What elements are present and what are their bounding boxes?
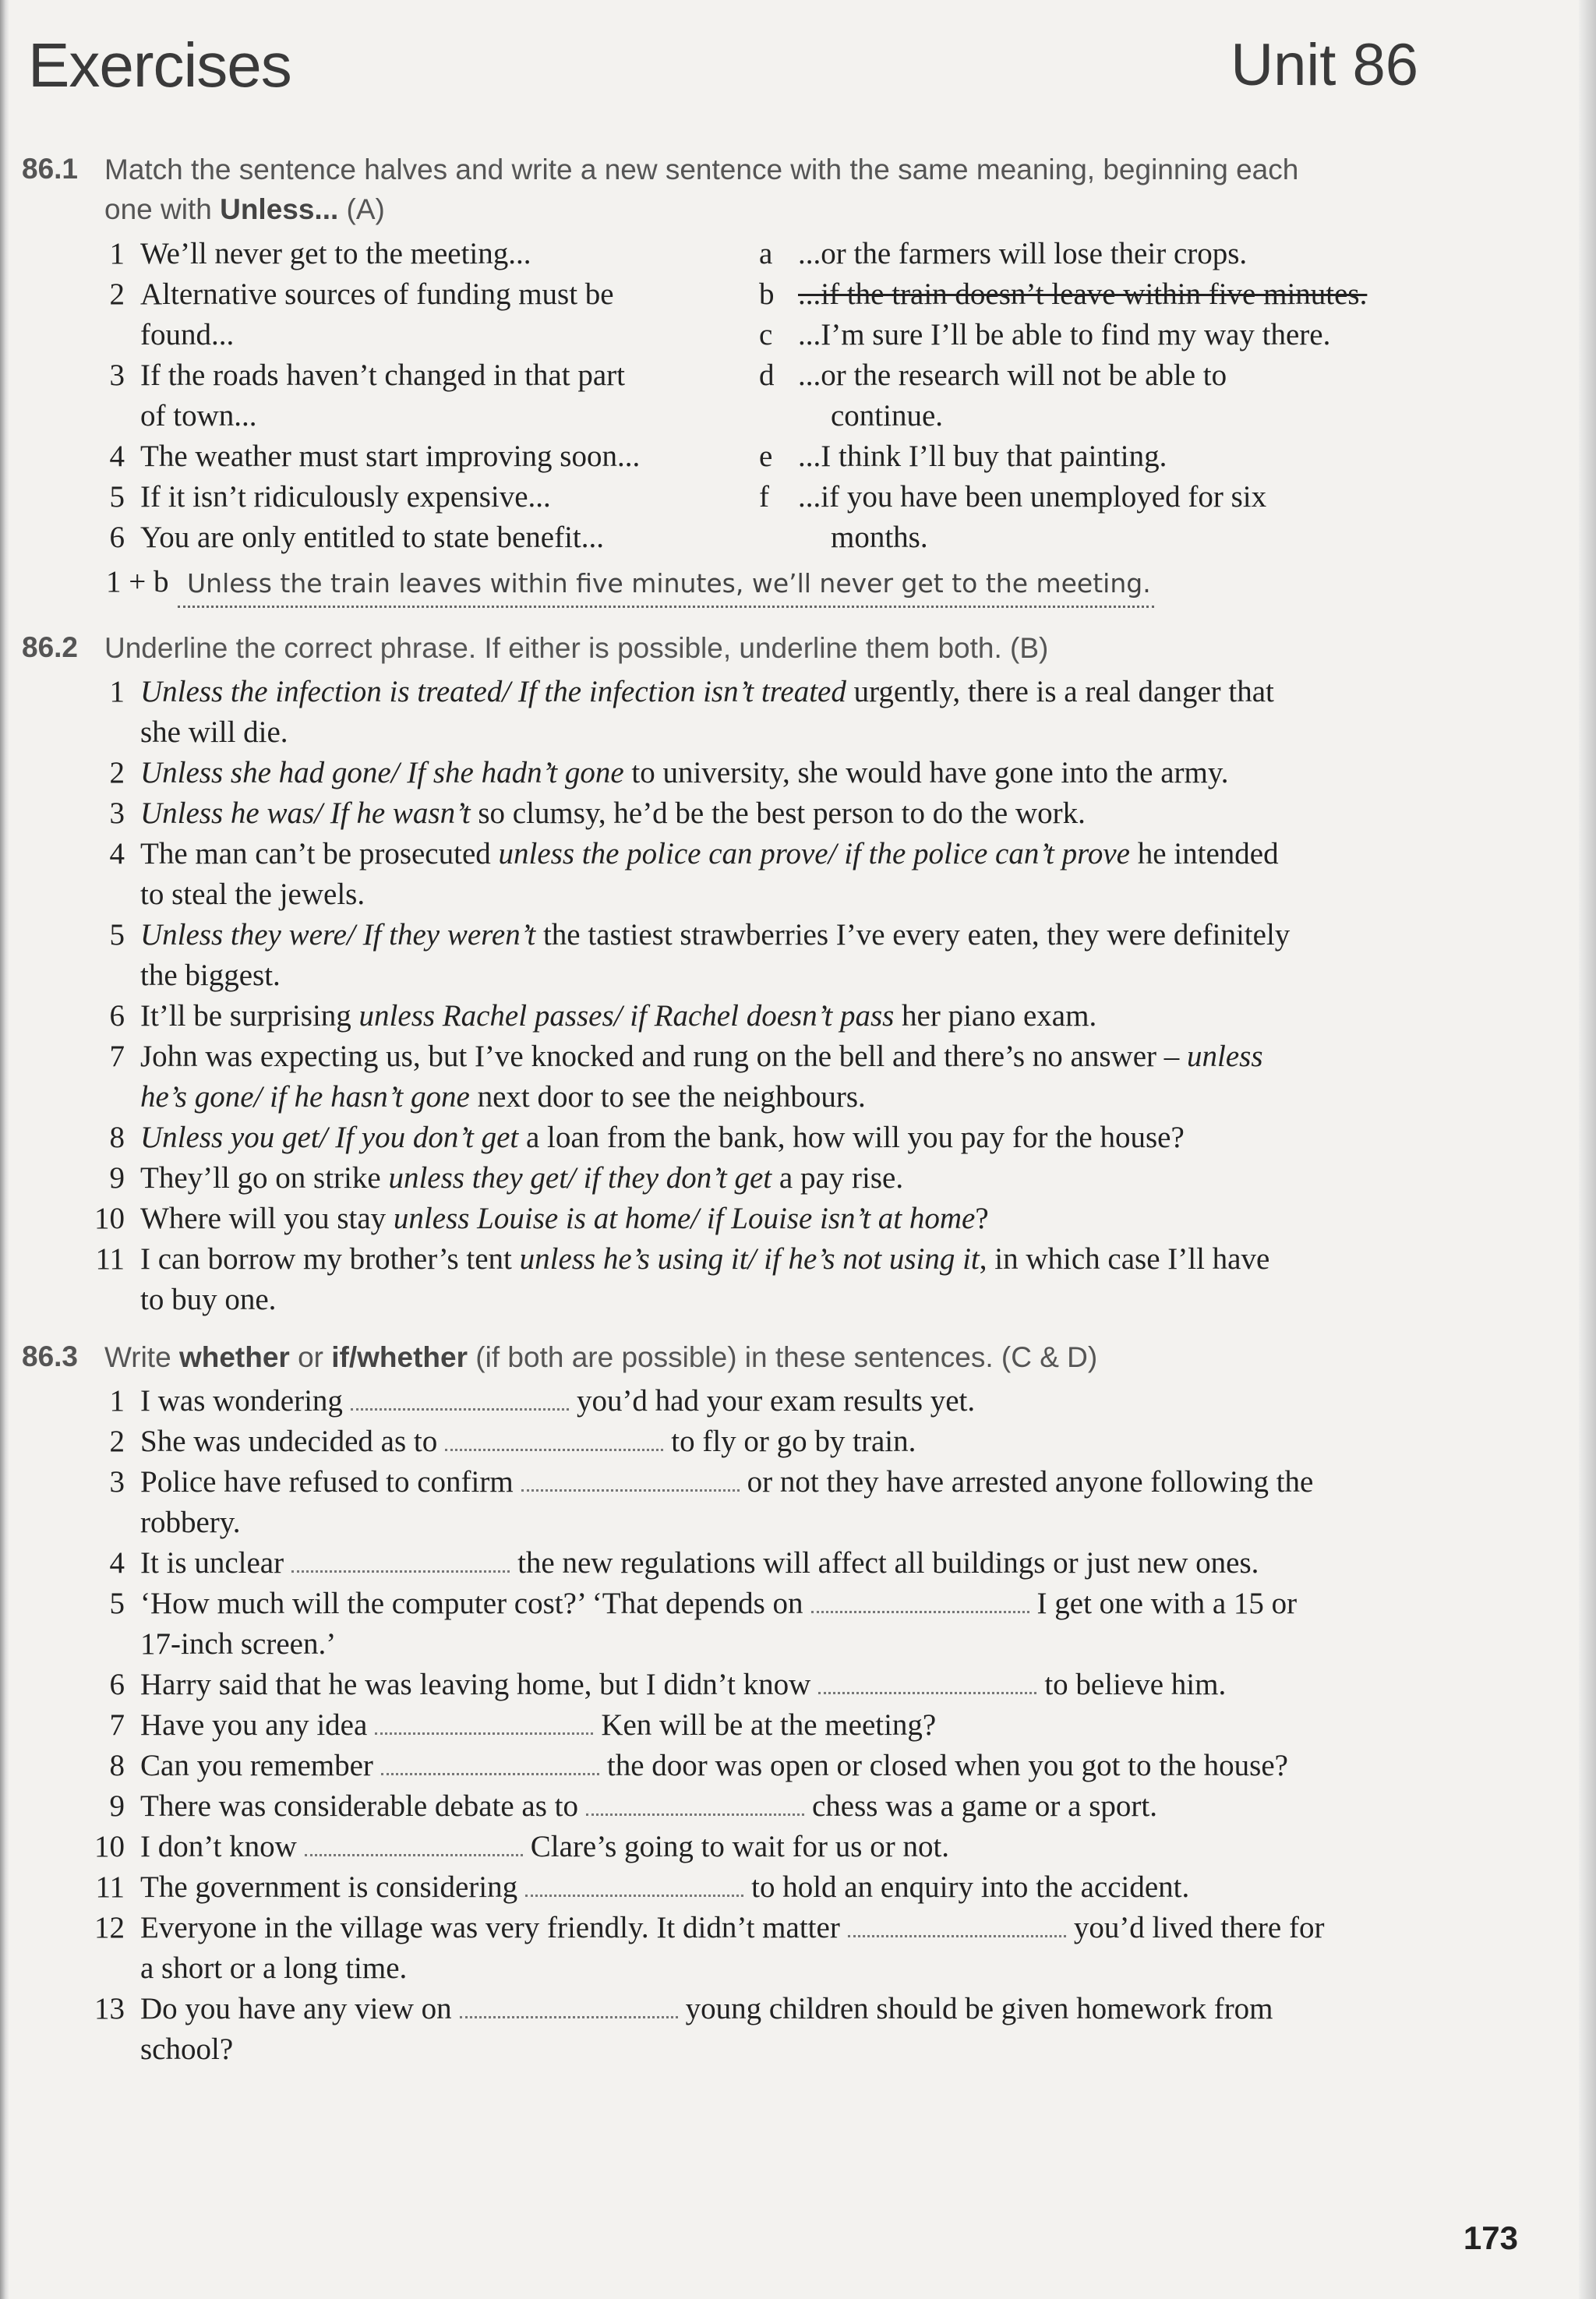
item-line: If the roads haven’t changed in that part [140, 358, 625, 392]
option-phrase: unless Rachel passes/ if Rachel doesn’t pass [358, 999, 895, 1033]
item-number: 8 [109, 1749, 125, 1782]
sentence-text: to fly or go by train. [671, 1425, 916, 1458]
answer-blank [848, 1934, 1066, 1937]
option-phrase: unless [1187, 1040, 1263, 1073]
sentence-text: I get one with a 15 or [1036, 1587, 1298, 1620]
item-text [140, 1543, 1512, 1584]
sentence-text: you’d lived there for [1073, 1911, 1325, 1944]
instruction-text: one with [104, 193, 221, 225]
item-line [140, 1280, 1512, 1320]
item-line: Alternative sources of funding must be [140, 277, 614, 311]
item-number: 10 [94, 1202, 125, 1235]
sentence-text: the door was open or closed when you got to the house? [606, 1749, 1288, 1782]
item-line [140, 1665, 1512, 1705]
item-line: a short or a long time. [140, 1951, 408, 1985]
sentence-text: chess was a game or a sport. [812, 1789, 1157, 1823]
page-edge-shadow [1579, 0, 1596, 2299]
item-number: 3 [109, 358, 125, 392]
item-line [140, 1786, 1512, 1827]
item-text [140, 1989, 1512, 2070]
item-text [140, 355, 779, 436]
sentence-text: a pay rise. [772, 1161, 904, 1195]
item-line [140, 1989, 1512, 2029]
item-number: 1 [109, 1384, 125, 1418]
sentence-text: Do you have any view on [140, 1992, 452, 2025]
option-phrase: Unless he was/ If he wasn’t [140, 796, 471, 830]
item-number: 7 [109, 1708, 125, 1742]
sentence-text: he intended [1129, 837, 1279, 871]
sentence-text: next door to see the neighbours. [469, 1080, 866, 1114]
sentence-text: her piano exam. [894, 999, 1097, 1033]
item-line: continue. [831, 399, 944, 433]
item-line [140, 1158, 1512, 1199]
example-answer: Unless the train leaves within five minutes, we’ll never get to the meeting. [178, 563, 1154, 608]
item-line: of town... [140, 399, 257, 433]
sentence-text: ‘How much will the computer cost?’ ‘That depends on [140, 1587, 803, 1620]
item-text [140, 1867, 1512, 1908]
item-text [140, 234, 779, 274]
sentence-text: It’ll be surprising [140, 999, 359, 1033]
item-letter: e [759, 440, 773, 473]
item-letter: c [759, 318, 773, 351]
answer-blank [445, 1448, 663, 1451]
item-number: 4 [109, 837, 125, 871]
sentence-text: Can you remember [140, 1749, 373, 1782]
sentence-text: It is unclear [140, 1546, 284, 1580]
answer-blank [586, 1813, 804, 1816]
item-number: 11 [95, 1870, 125, 1904]
item-text [140, 672, 1512, 753]
item-text [140, 1584, 1512, 1665]
sentence-text: Have you any idea [140, 1708, 368, 1742]
item-line [140, 996, 1512, 1036]
item-line [140, 1867, 1512, 1908]
sentence-text: Where will you stay [140, 1202, 394, 1235]
sentence-text: she will die. [140, 715, 288, 749]
sentence-text: I don’t know [140, 1830, 297, 1863]
sentence-text: a loan from the bank, how will you pay for the house? [518, 1121, 1185, 1154]
instruction-text: (if both are possible) in these sentences. (C & D) [468, 1341, 1098, 1373]
answer-blank [521, 1489, 740, 1492]
item-line [140, 1239, 1512, 1280]
item-text [798, 355, 1437, 436]
answer-blank [460, 2015, 678, 2018]
item-text [798, 274, 1437, 315]
item-text [140, 834, 1512, 915]
option-phrase: unless he’s using it/ if he’s not using it [519, 1242, 980, 1276]
exercise-number: 86.2 [22, 631, 79, 663]
sentence-text: Police have refused to confirm [140, 1465, 514, 1499]
sentence-text: John was expecting us, but I’ve knocked and rung on the bell and there’s no answer – [140, 1040, 1187, 1073]
sentence-text: the biggest. [140, 959, 281, 992]
sentence-text: Clare’s going to wait for us or not. [530, 1830, 950, 1863]
item-line [140, 874, 1512, 915]
answer-blank [291, 1570, 510, 1573]
sentence-text: to university, she would have gone into the army. [623, 756, 1229, 789]
item-text [140, 1199, 1512, 1239]
option-phrase: unless the police can prove/ if the police can’t prove [498, 837, 1130, 871]
answer-blank [375, 1732, 593, 1735]
example-label: 1 + b [106, 565, 169, 599]
sentence-text: Everyone in the village was very friendly. It didn’t matter [140, 1911, 840, 1944]
item-number: 9 [109, 1789, 125, 1823]
option-phrase: Unless they were/ If they weren’t [140, 918, 536, 952]
sentence-text: or not they have arrested anyone following the [747, 1465, 1314, 1499]
sentence-text: Harry said that he was leaving home, but I didn’t know [140, 1668, 811, 1701]
item-line: found... [140, 318, 235, 351]
item-number: 6 [109, 1668, 125, 1701]
item-line: ...I think I’ll buy that painting. [798, 440, 1167, 473]
item-line [140, 834, 1512, 874]
sentence-text: They’ll go on strike [140, 1161, 389, 1195]
page-title: Exercises [28, 30, 291, 100]
item-text [140, 1381, 1512, 1421]
item-number: 12 [94, 1911, 125, 1944]
item-line: We’ll never get to the meeting... [140, 237, 531, 270]
item-number: 2 [109, 756, 125, 789]
answer-blank [351, 1407, 569, 1411]
sentence-text: The government is considering [140, 1870, 518, 1904]
exercise-number: 86.1 [22, 153, 79, 185]
page-binding-shadow [0, 0, 9, 2299]
item-number: 10 [94, 1830, 125, 1863]
item-text [140, 753, 1512, 793]
sentence-text: you’d had your exam results yet. [576, 1384, 976, 1418]
item-letter: a [759, 237, 773, 270]
item-text [140, 793, 1512, 834]
instruction-line: Match the sentence halves and write a new sentence with the same meaning, beginning each [104, 154, 1299, 185]
item-line: 17-inch screen.’ [140, 1627, 337, 1661]
item-line: ...or the research will not be able to [798, 358, 1227, 392]
item-number: 9 [109, 1161, 125, 1195]
item-number: 2 [109, 1425, 125, 1458]
item-line [140, 1381, 1512, 1421]
sentence-text: , in which case I’ll have [979, 1242, 1270, 1276]
exercise-instruction [104, 150, 1398, 229]
item-line [140, 1827, 1512, 1867]
item-line [140, 1584, 1512, 1624]
sentence-text: young children should be given homework from [685, 1992, 1273, 2025]
sentence-text: to hold an enquiry into the accident. [751, 1870, 1190, 1904]
sentence-text: I can borrow my brother’s tent [140, 1242, 520, 1276]
item-number: 11 [95, 1242, 125, 1276]
item-line [140, 672, 1512, 712]
item-text [140, 1827, 1512, 1867]
item-line: If it isn’t ridiculously expensive... [140, 480, 551, 514]
instruction-keyword: whether [178, 1341, 290, 1373]
item-text [798, 315, 1437, 355]
sentence-text: the new regulations will affect all buildings or just new ones. [517, 1546, 1259, 1580]
exercise-instruction: Underline the correct phrase. If either is possible, underline them both. (B) [104, 632, 1049, 664]
item-letter: b [759, 277, 775, 311]
answer-blank [525, 1894, 743, 1897]
item-line [140, 1118, 1512, 1158]
sentence-text: to believe him. [1044, 1668, 1227, 1701]
item-line [140, 1462, 1512, 1503]
sentence-text: She was undecided as to [140, 1425, 438, 1458]
item-text [140, 477, 779, 517]
item-number: 8 [109, 1121, 125, 1154]
item-text [140, 274, 779, 355]
instruction-keyword: if/whether [331, 1341, 468, 1373]
item-number: 7 [109, 1040, 125, 1073]
item-text [140, 915, 1512, 996]
unit-label: Unit 86 [1231, 32, 1418, 98]
item-text [140, 1239, 1512, 1320]
item-number: 5 [109, 918, 125, 952]
item-line [140, 712, 1512, 753]
item-line [140, 1908, 1512, 1948]
option-phrase: unless Louise is at home/ if Louise isn’t at home [393, 1202, 976, 1235]
item-text [798, 477, 1437, 558]
item-line [140, 1077, 1512, 1118]
item-text [140, 517, 779, 558]
sentence-text: to buy one. [140, 1283, 277, 1316]
item-text [140, 1462, 1512, 1543]
option-phrase: Unless the infection is treated/ If the infection isn’t treated [140, 675, 846, 708]
item-text [140, 996, 1512, 1036]
item-line [140, 1746, 1512, 1786]
option-phrase: Unless she had gone/ If she hadn’t gone [140, 756, 624, 789]
item-line: ...or the farmers will lose their crops. [798, 237, 1248, 270]
item-line [140, 1543, 1512, 1584]
sentence-text: the tastiest strawberries I’ve every eaten, they were definitely [535, 918, 1291, 952]
instruction-text: (A) [338, 193, 385, 225]
exercise-instruction [104, 1337, 1398, 1377]
item-text [798, 234, 1437, 274]
item-number: 13 [94, 1992, 125, 2025]
item-number: 1 [109, 675, 125, 708]
instruction-text: or [289, 1341, 332, 1373]
sentence-text: Ken will be at the meeting? [601, 1708, 937, 1742]
item-text [140, 1746, 1512, 1786]
sentence-text: ? [975, 1202, 989, 1235]
item-line [140, 915, 1512, 955]
instruction-keyword: Unless... [220, 193, 339, 225]
item-letter: f [759, 480, 769, 514]
item-line: You are only entitled to state benefit... [140, 521, 604, 554]
item-line [140, 793, 1512, 834]
instruction-text: Write [104, 1341, 179, 1373]
item-number: 1 [109, 237, 125, 270]
item-text [140, 1158, 1512, 1199]
option-phrase: Unless you get/ If you don’t get [140, 1121, 519, 1154]
item-number: 5 [109, 1587, 125, 1620]
item-number: 4 [109, 1546, 125, 1580]
answer-blank [305, 1853, 523, 1856]
item-text [140, 1705, 1512, 1746]
item-line [140, 753, 1512, 793]
sentence-text: I was wondering [140, 1384, 343, 1418]
item-number: 4 [109, 440, 125, 473]
item-number: 5 [109, 480, 125, 514]
item-text [140, 1036, 1512, 1118]
item-text [140, 436, 779, 477]
item-line: months. [831, 521, 928, 554]
sentence-text: The man can’t be prosecuted [140, 837, 499, 871]
item-line: ...if you have been unemployed for six [798, 480, 1267, 514]
exercise-number: 86.3 [22, 1340, 79, 1372]
item-line: ...if the train doesn’t leave within five minutes. [798, 277, 1368, 311]
option-phrase: he’s gone/ if he hasn’t gone [140, 1080, 470, 1114]
item-number: 3 [109, 796, 125, 830]
sentence-text: to steal the jewels. [140, 878, 365, 911]
sentence-text: urgently, there is a real danger that [846, 675, 1274, 708]
item-line [140, 1421, 1512, 1462]
item-line: The weather must start improving soon... [140, 440, 641, 473]
item-letter: d [759, 358, 775, 392]
item-text [140, 1421, 1512, 1462]
item-line [140, 955, 1512, 996]
item-number: 3 [109, 1465, 125, 1499]
item-number: 6 [109, 521, 125, 554]
item-text [140, 1908, 1512, 1989]
option-phrase: unless they get/ if they don’t get [388, 1161, 772, 1195]
sentence-text: There was considerable debate as to [140, 1789, 578, 1823]
sentence-text: so clumsy, he’d be the best person to do the work. [470, 796, 1086, 830]
item-line: school? [140, 2032, 234, 2066]
item-line [140, 1199, 1512, 1239]
answer-blank [811, 1610, 1029, 1613]
instruction-line [104, 189, 1398, 229]
answer-blank [818, 1691, 1036, 1694]
page-number: 173 [1463, 2220, 1518, 2256]
item-text [140, 1118, 1512, 1158]
item-line: ...I’m sure I’ll be able to find my way there. [798, 318, 1331, 351]
item-text [140, 1665, 1512, 1705]
item-line [140, 1036, 1512, 1077]
item-line [140, 1705, 1512, 1746]
item-text [798, 436, 1437, 477]
item-text [140, 1786, 1512, 1827]
item-number: 6 [109, 999, 125, 1033]
item-number: 2 [109, 277, 125, 311]
item-line: robbery. [140, 1506, 241, 1539]
answer-blank [381, 1772, 599, 1775]
